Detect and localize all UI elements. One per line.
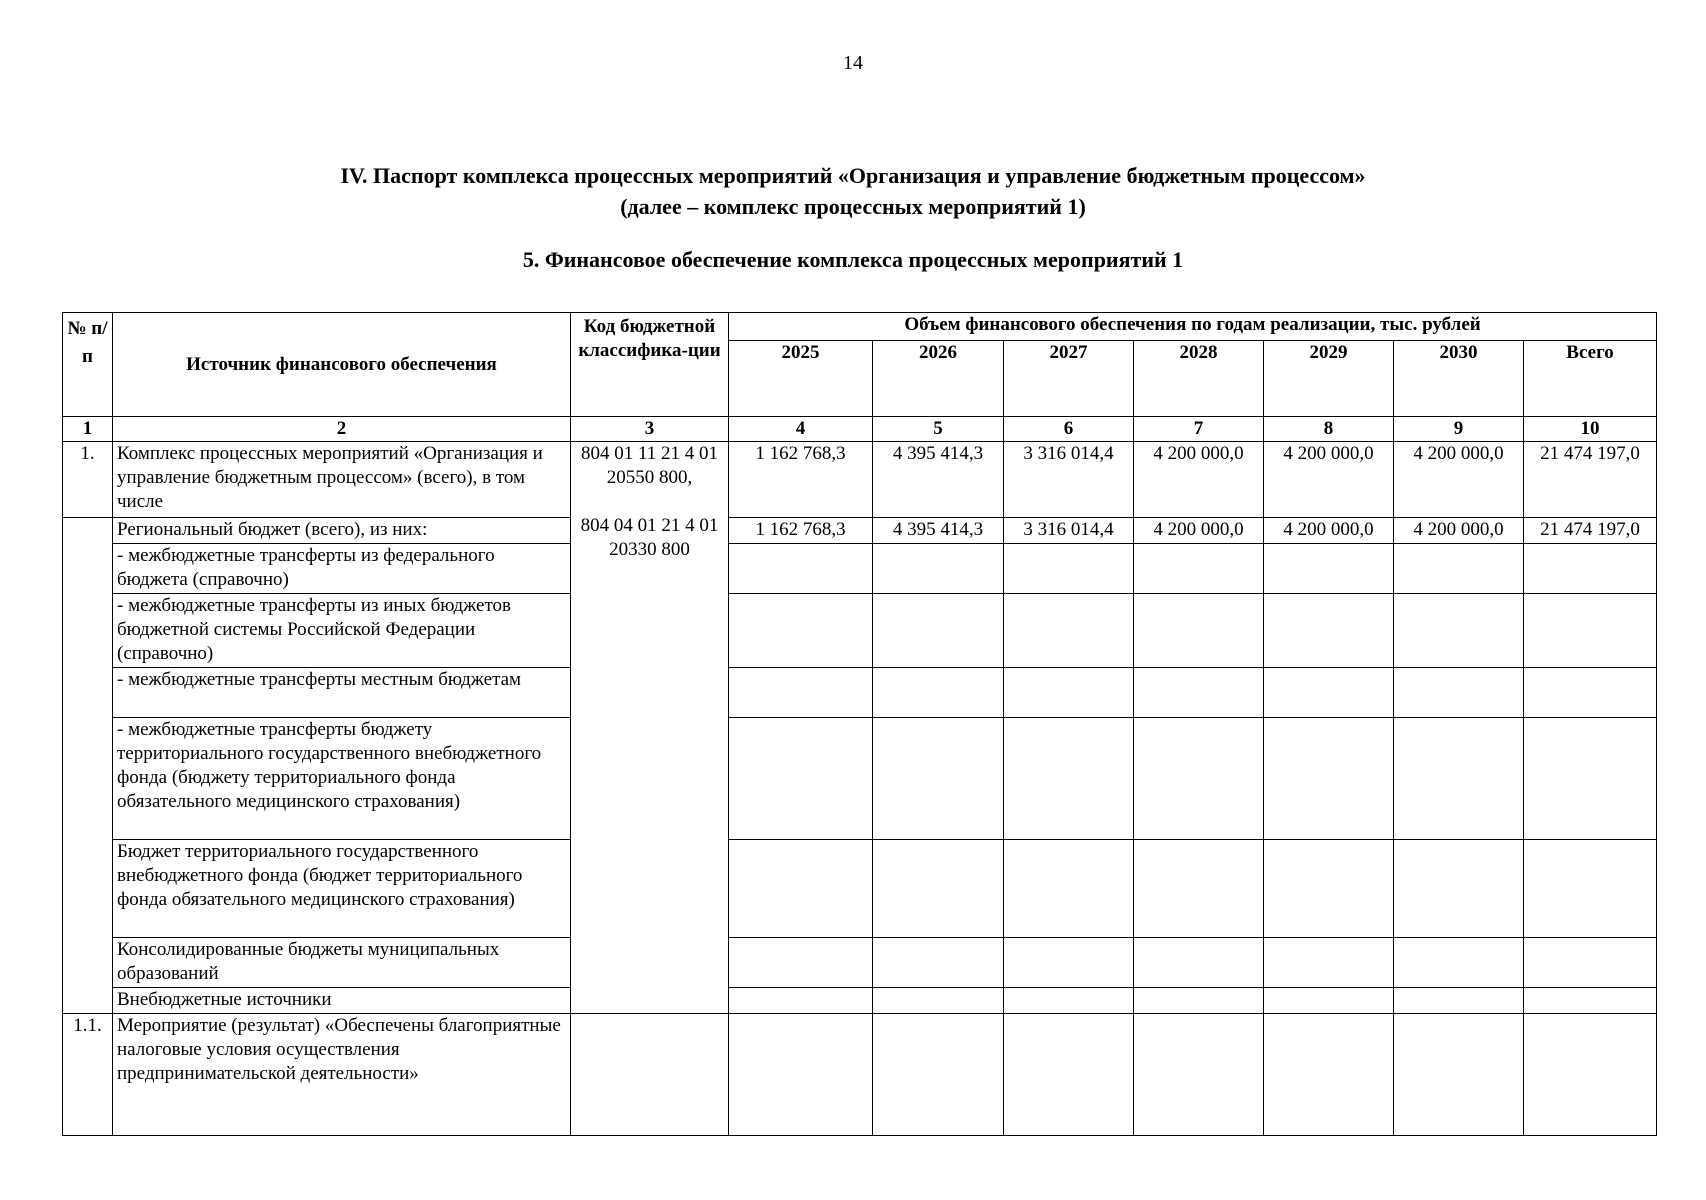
row-value — [1264, 718, 1394, 840]
row-value: 4 395 414,3 — [873, 518, 1004, 544]
row-value: 4 200 000,0 — [1264, 442, 1394, 518]
row-value: 4 200 000,0 — [1394, 518, 1524, 544]
row-value — [1394, 938, 1524, 988]
header-year: 2027 — [1004, 341, 1134, 417]
row-value — [729, 668, 873, 718]
table-row — [63, 718, 1657, 840]
header-year: 2029 — [1264, 341, 1394, 417]
subsection-title: 5. Финансовое обеспечение комплекса процессных мероприятий 1 — [522, 247, 1184, 272]
row-value — [1394, 668, 1524, 718]
row-value — [1394, 718, 1524, 840]
table-row — [63, 840, 1657, 938]
row-value — [1134, 1014, 1264, 1136]
row-value — [873, 938, 1004, 988]
row-value — [873, 1014, 1004, 1136]
row-value — [1394, 544, 1524, 594]
row-value: 3 316 014,4 — [1004, 518, 1134, 544]
row-number — [63, 518, 113, 544]
row-value — [1264, 668, 1394, 718]
row-value — [1394, 840, 1524, 938]
row-value — [1264, 840, 1394, 938]
row-value — [729, 718, 873, 840]
row-number — [63, 544, 113, 594]
table-row — [63, 594, 1657, 668]
row-total — [1524, 668, 1657, 718]
row-number: 1. — [63, 442, 113, 518]
row-value — [873, 840, 1004, 938]
col-number: 1 — [63, 417, 113, 442]
row-value — [729, 594, 873, 668]
budget-code — [571, 1014, 729, 1136]
row-value: 4 200 000,0 — [1134, 518, 1264, 544]
row-value — [1134, 544, 1264, 594]
header-year: 2026 — [873, 341, 1004, 417]
row-value — [729, 840, 873, 938]
header-year: 2028 — [1134, 341, 1264, 417]
table-row — [63, 544, 1657, 594]
header-year: 2025 — [729, 341, 873, 417]
row-total — [1524, 988, 1657, 1014]
row-number — [63, 718, 113, 840]
row-source: - межбюджетные трансферты из федерального бюджета (справочно) — [113, 544, 571, 594]
col-number: 8 — [1264, 417, 1394, 442]
row-total — [1524, 938, 1657, 988]
row-number — [63, 668, 113, 718]
row-value — [1394, 1014, 1524, 1136]
row-source: - межбюджетные трансферты из иных бюджетов бюджетной системы Российской Федерации (справочно) — [113, 594, 571, 668]
row-number — [63, 938, 113, 988]
row-source: Региональный бюджет (всего), из них: — [113, 518, 571, 544]
col-number: 10 — [1524, 417, 1657, 442]
row-value — [873, 718, 1004, 840]
row-total: 21 474 197,0 — [1524, 442, 1657, 518]
row-source: Консолидированные бюджеты муниципальных образований — [113, 938, 571, 988]
row-value — [873, 988, 1004, 1014]
row-total: 21 474 197,0 — [1524, 518, 1657, 544]
row-value: 4 395 414,3 — [873, 442, 1004, 518]
row-value — [1134, 938, 1264, 988]
row-value — [1004, 594, 1134, 668]
section-title-note: (далее – комплекс процессных мероприятий 1) — [620, 194, 1086, 219]
row-value — [1004, 1014, 1134, 1136]
col-number: 4 — [729, 417, 873, 442]
row-value — [729, 938, 873, 988]
row-source: Мероприятие (результат) «Обеспечены благоприятные налоговые условия осуществления предпринимательской деятельности» — [113, 1014, 571, 1136]
titles — [0, 160, 1706, 275]
table-row — [63, 938, 1657, 988]
table-row — [63, 518, 1657, 544]
row-total — [1524, 1014, 1657, 1136]
col-number: 7 — [1134, 417, 1264, 442]
row-value: 1 162 768,3 — [729, 518, 873, 544]
row-value: 4 200 000,0 — [1394, 442, 1524, 518]
row-number — [63, 840, 113, 938]
row-value: 4 200 000,0 — [1134, 442, 1264, 518]
row-value — [1004, 718, 1134, 840]
row-value: 3 316 014,4 — [1004, 442, 1134, 518]
row-source: Внебюджетные источники — [113, 988, 571, 1014]
row-source: - межбюджетные трансферты местным бюджетам — [113, 668, 571, 718]
row-value — [1264, 1014, 1394, 1136]
row-value — [1134, 718, 1264, 840]
row-value — [1004, 938, 1134, 988]
row-value — [1264, 594, 1394, 668]
financing-table — [62, 312, 1657, 1136]
col-number: 6 — [1004, 417, 1134, 442]
row-total — [1524, 594, 1657, 668]
header-row — [63, 313, 1657, 341]
row-value — [1264, 988, 1394, 1014]
row-value — [1004, 668, 1134, 718]
row-value — [729, 1014, 873, 1136]
col-number: 3 — [571, 417, 729, 442]
table-row — [63, 988, 1657, 1014]
row-value — [1264, 938, 1394, 988]
column-numbers-row — [63, 417, 1657, 442]
row-source: Бюджет территориального государственного внебюджетного фонда (бюджет территориального фонда обязательного медицинского страхования) — [113, 840, 571, 938]
row-value — [1004, 988, 1134, 1014]
row-value — [1134, 594, 1264, 668]
row-total — [1524, 544, 1657, 594]
page-number: 14 — [843, 52, 863, 74]
section-title: IV. Паспорт комплекса процессных мероприятий «Организация и управление бюджетным процессом» — [340, 163, 1366, 188]
row-value — [1134, 988, 1264, 1014]
row-total — [1524, 840, 1657, 938]
col-number: 2 — [113, 417, 571, 442]
row-value — [873, 594, 1004, 668]
row-value — [1134, 840, 1264, 938]
header-total: Всего — [1524, 341, 1657, 417]
row-value — [1004, 840, 1134, 938]
row-value — [729, 988, 873, 1014]
header-volume: Объем финансового обеспечения по годам реализации, тыс. рублей — [729, 313, 1657, 341]
row-value — [1004, 544, 1134, 594]
row-number — [63, 594, 113, 668]
row-number: 1.1. — [63, 1014, 113, 1136]
header-source: Источник финансового обеспечения — [113, 313, 571, 417]
budget-code: 804 01 11 21 4 01 20550 800, 804 04 01 21 4 01 20330 800 — [571, 442, 729, 1014]
row-total — [1524, 718, 1657, 840]
row-value — [729, 544, 873, 594]
row-value — [873, 544, 1004, 594]
row-source: - межбюджетные трансферты бюджету территориального государственного внебюджетного фонда (бюджету территориального фонда обязательного медицинского страхования) — [113, 718, 571, 840]
header-year: 2030 — [1394, 341, 1524, 417]
row-number — [63, 988, 113, 1014]
col-number: 9 — [1394, 417, 1524, 442]
row-value: 1 162 768,3 — [729, 442, 873, 518]
table-row — [63, 1014, 1657, 1136]
row-value — [1394, 594, 1524, 668]
row-value — [1134, 668, 1264, 718]
row-value: 4 200 000,0 — [1264, 518, 1394, 544]
row-source: Комплекс процессных мероприятий «Организация и управление бюджетным процессом» (всего), в том числе — [113, 442, 571, 518]
col-number: 5 — [873, 417, 1004, 442]
table-row — [63, 442, 1657, 518]
row-value — [1264, 544, 1394, 594]
header-code: Код бюджетной классифика-ции — [571, 313, 729, 417]
row-value — [873, 668, 1004, 718]
table-row — [63, 668, 1657, 718]
header-num: № п/п — [63, 313, 113, 417]
row-value — [1394, 988, 1524, 1014]
